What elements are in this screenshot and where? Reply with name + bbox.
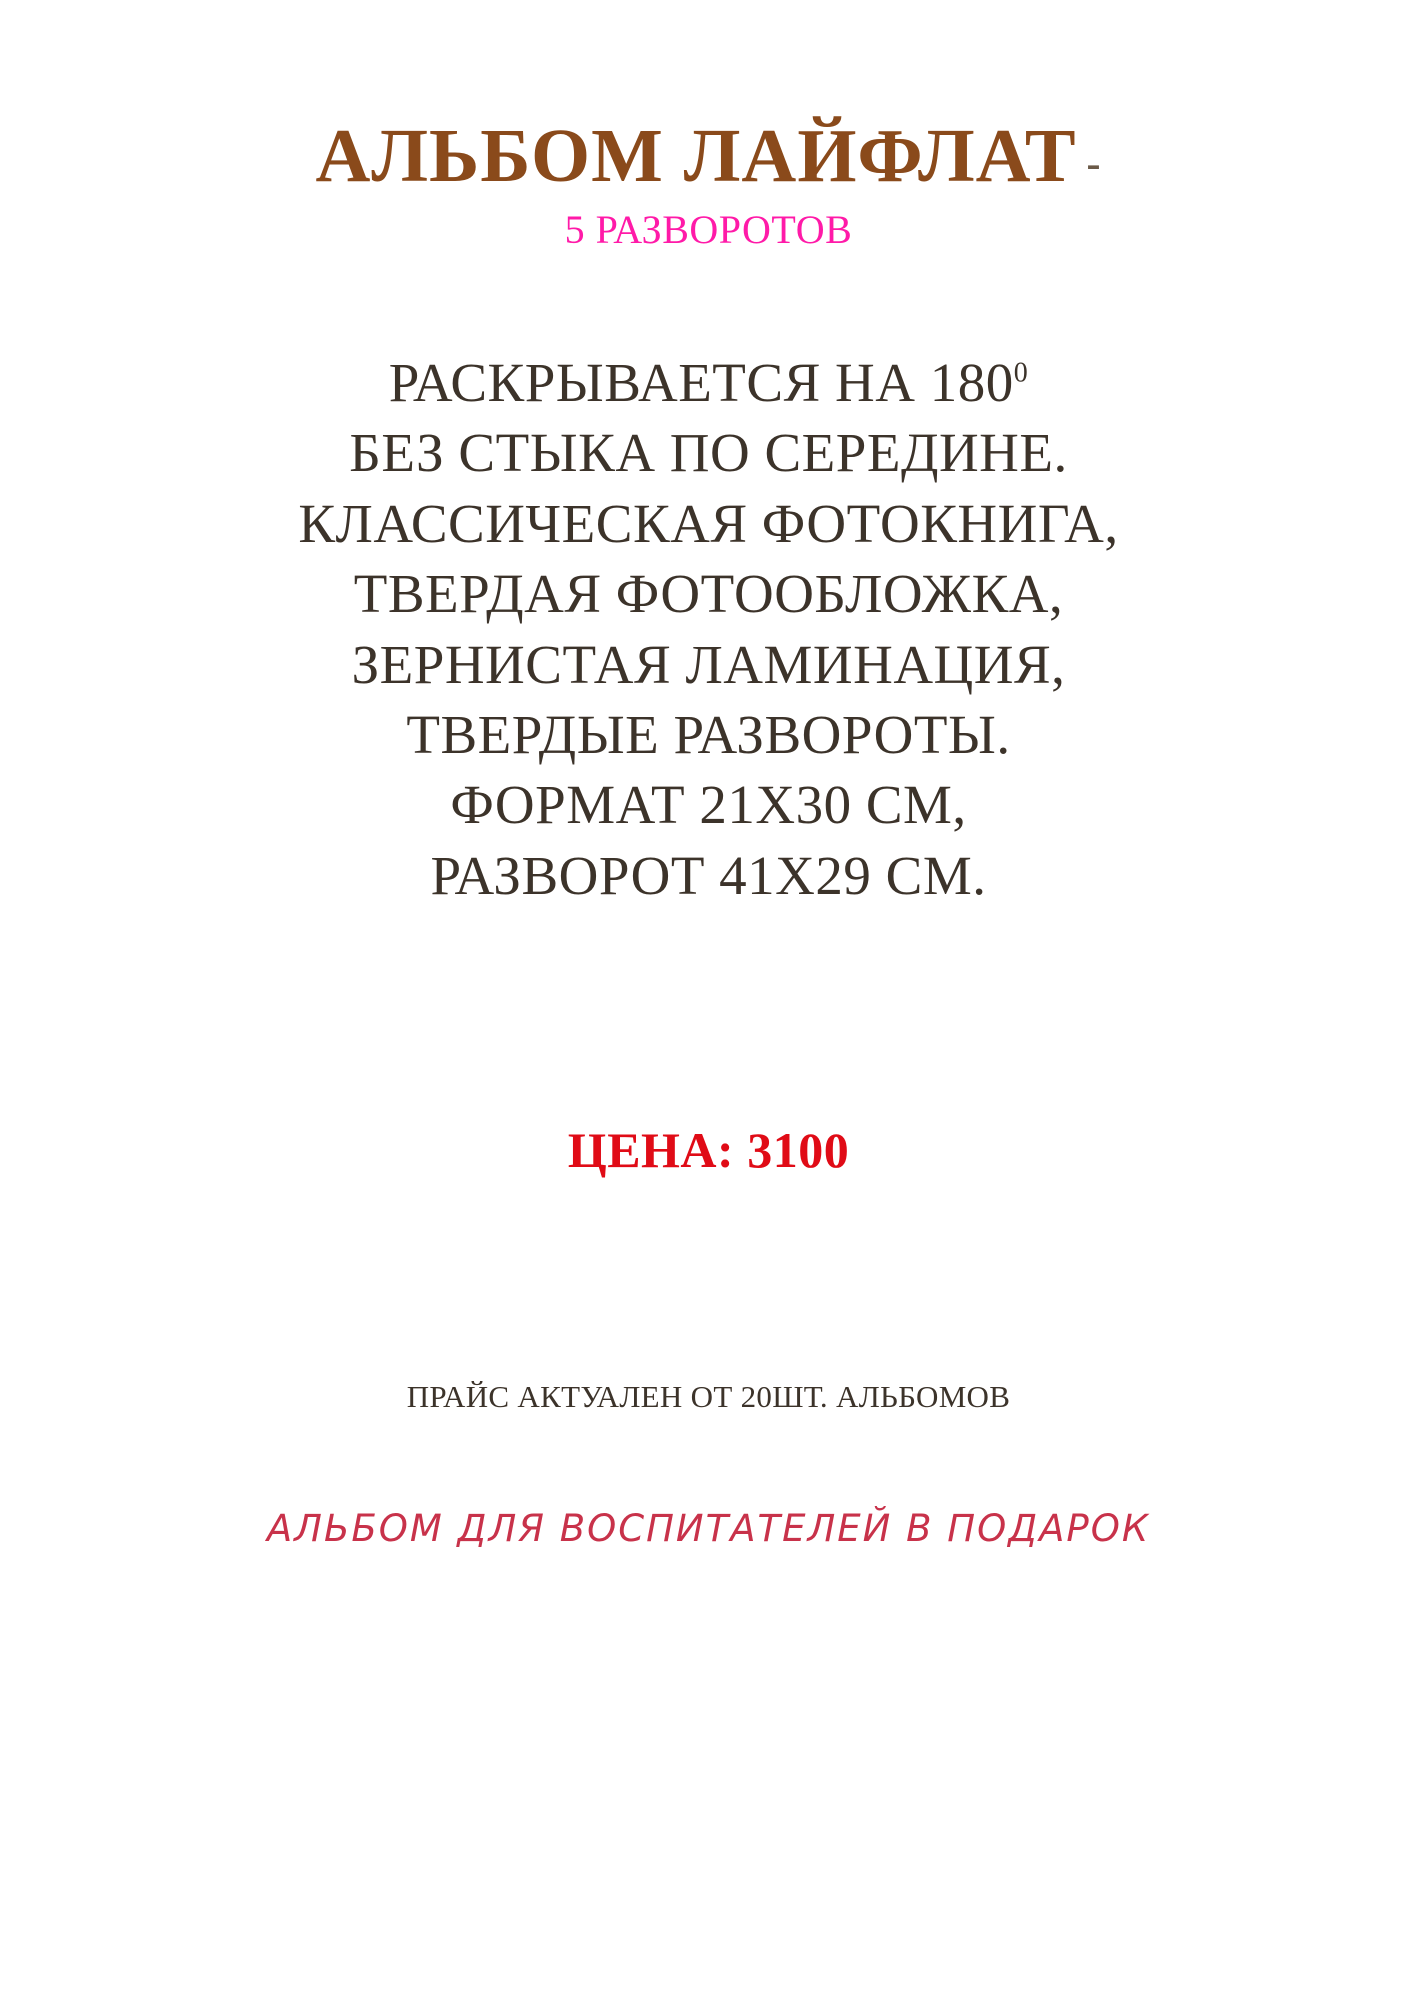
description-line-6: ТВЕРДЫЕ РАЗВОРОТЫ. [406, 703, 1011, 765]
description-line-5: ЗЕРНИСТАЯ ЛАМИНАЦИЯ, [351, 633, 1066, 695]
gift-note: АЛЬБОМ ДЛЯ ВОСПИТАТЕЛЕЙ В ПОДАРОК [266, 1507, 1151, 1551]
description-line-1 [90, 348, 1327, 418]
page-title [315, 114, 1102, 198]
description-block [90, 348, 1327, 911]
page-subtitle: 5 РАЗВОРОТОВ [564, 207, 853, 252]
description-line-7: ФОРМАТ 21Х30 СМ, [450, 774, 967, 836]
description-line-4: ТВЕРДАЯ ФОТООБЛОЖКА, [353, 563, 1064, 625]
footnote-block [90, 1379, 1327, 1415]
gift-block [90, 1507, 1327, 1550]
description-line-3: КЛАССИЧЕСКАЯ ФОТОКНИГА, [298, 492, 1119, 554]
price-validity-note: ПРАЙС АКТУАЛЕН ОТ 20ШТ. АЛЬБОМОВ [406, 1379, 1011, 1415]
price-label: ЦЕНА: 3100 [567, 1122, 850, 1179]
price-block [90, 1121, 1327, 1179]
description-line-2: БЕЗ СТЫКА ПО СЕРЕДИНЕ. [349, 422, 1068, 484]
description-line-1-text: РАСКРЫВАЕТСЯ НА 180 [388, 352, 1014, 413]
degree-symbol: 0 [1013, 357, 1029, 389]
description-line-8: РАЗВОРОТ 41Х29 СМ. [430, 844, 987, 906]
title-block [90, 114, 1327, 252]
title-dash: - [1086, 140, 1102, 187]
page-title-text: АЛЬБОМ ЛАЙФЛАТ [315, 114, 1077, 198]
